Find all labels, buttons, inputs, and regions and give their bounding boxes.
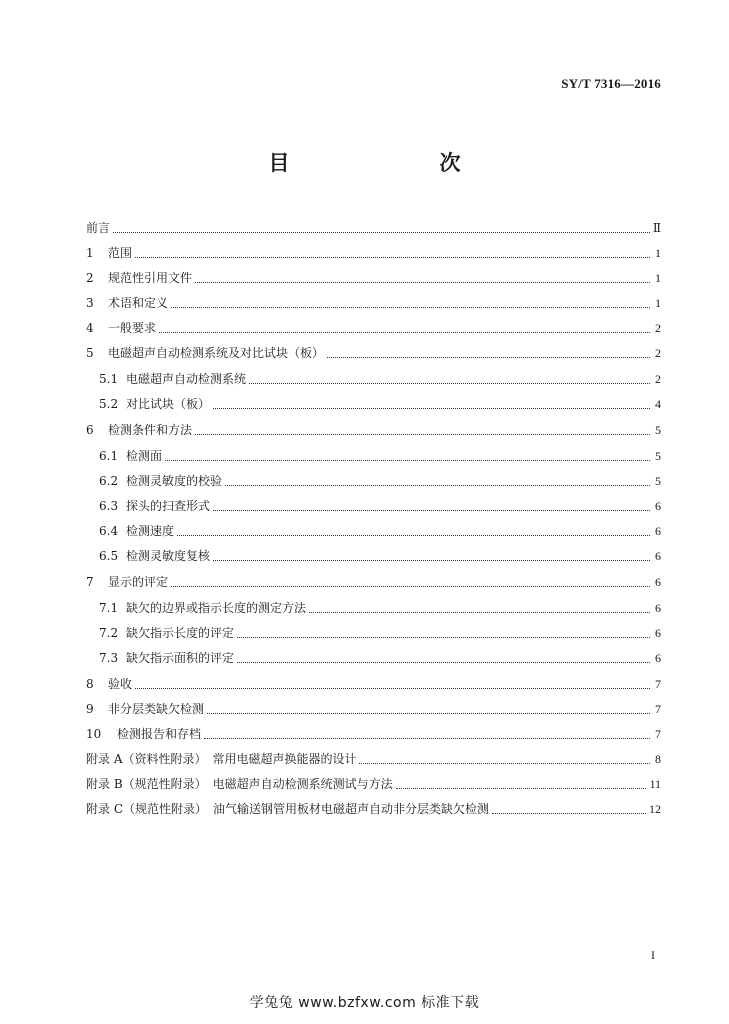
toc-entry[interactable]	[86, 749, 661, 769]
toc-entry-title: 检测报告和存档	[117, 727, 202, 741]
toc-leader-dots	[207, 713, 650, 714]
toc-entry-title: 检测面	[126, 449, 163, 463]
toc-entry-number: 5.1	[99, 372, 119, 386]
standard-code: SY/T 7316—2016	[561, 76, 661, 91]
toc-leader-dots	[237, 662, 650, 663]
toc-entry[interactable]	[86, 699, 661, 719]
toc-entry-number: 7.2	[99, 626, 119, 640]
toc-leader-dots	[237, 637, 650, 638]
toc-entry-title: 检测速度	[126, 524, 175, 538]
toc-entry-title: 术语和定义	[108, 296, 169, 310]
toc-entry[interactable]	[86, 293, 661, 313]
toc-entry-title: 检测灵敏度复核	[126, 549, 211, 563]
toc-leader-dots	[396, 788, 647, 789]
toc-entry-page: 6	[655, 651, 661, 665]
toc-entry[interactable]	[86, 496, 661, 516]
toc-leader-dots	[165, 460, 650, 461]
toc-entry[interactable]	[86, 218, 661, 238]
toc-entry[interactable]	[86, 546, 661, 566]
toc-entry-title: 显示的评定	[108, 575, 169, 589]
page-number: I	[651, 948, 655, 962]
toc-entry[interactable]	[86, 420, 661, 440]
toc-leader-dots	[195, 282, 650, 283]
toc-entry-title: 电磁超声自动检测系统	[126, 372, 247, 386]
toc-entry-title: 探头的扫查形式	[126, 499, 211, 513]
toc-entry-page: 5	[655, 449, 661, 463]
toc-entry-number: 3	[86, 296, 94, 310]
toc-leader-dots	[204, 738, 650, 739]
toc-leader-dots	[171, 586, 650, 587]
table-of-contents	[86, 218, 661, 824]
toc-entry[interactable]	[86, 394, 661, 414]
toc-entry[interactable]	[86, 724, 661, 744]
toc-entry-page: 2	[655, 321, 661, 335]
footer-watermark: 学兔兔 www.bzfxw.com 标准下载	[249, 995, 480, 1011]
toc-entry[interactable]	[86, 471, 661, 491]
toc-entry-title: 检测灵敏度的校验	[126, 474, 223, 488]
toc-entry-number: 9	[86, 702, 94, 716]
toc-leader-dots	[113, 232, 650, 233]
toc-entry-title: 缺欠指示面积的评定	[126, 651, 235, 665]
toc-entry[interactable]	[86, 572, 661, 592]
toc-entry[interactable]	[86, 243, 661, 263]
toc-entry[interactable]	[86, 623, 661, 643]
toc-entry-title: 一般要求	[108, 321, 157, 335]
toc-entry-page: 7	[655, 702, 661, 716]
toc-entry-title: 非分层类缺欠检测	[108, 702, 205, 716]
toc-entry-title: 前言	[86, 221, 111, 235]
toc-entry-title: 附录 A（资料性附录） 常用电磁超声换能器的设计	[86, 752, 357, 766]
toc-entry-number: 2	[86, 271, 94, 285]
toc-entry[interactable]	[86, 598, 661, 618]
toc-entry-number: 6.3	[99, 499, 119, 513]
toc-entry-title: 缺欠的边界或指示长度的测定方法	[126, 601, 307, 615]
toc-entry-number: 8	[86, 677, 94, 691]
toc-leader-dots	[213, 408, 650, 409]
toc-entry-number: 4	[86, 321, 94, 335]
toc-entry-page: 7	[655, 727, 661, 741]
toc-leader-dots	[135, 257, 650, 258]
toc-entry-title: 附录 C（规范性附录） 油气输送钢管用板材电磁超声自动非分层类缺欠检测	[86, 802, 489, 816]
toc-entry-page: 4	[655, 397, 661, 411]
toc-entry-page: 11	[649, 777, 661, 791]
toc-entry[interactable]	[86, 446, 661, 466]
toc-entry[interactable]	[86, 774, 661, 794]
toc-entry-page: 1	[655, 246, 661, 260]
toc-leader-dots	[249, 383, 650, 384]
toc-leader-dots	[492, 813, 646, 814]
toc-entry-number: 6.5	[99, 549, 119, 563]
toc-entry[interactable]	[86, 268, 661, 288]
toc-entry-title: 规范性引用文件	[108, 271, 193, 285]
toc-entry-title: 范围	[108, 246, 133, 260]
toc-entry[interactable]	[86, 521, 661, 541]
toc-entry-number: 7.1	[99, 601, 119, 615]
toc-entry-page: 6	[655, 549, 661, 563]
toc-entry[interactable]	[86, 799, 661, 819]
toc-entry-number: 5	[86, 346, 94, 360]
toc-entry-number: 7	[86, 575, 94, 589]
toc-entry-page: 1	[655, 296, 661, 310]
toc-entry-title: 对比试块（板）	[126, 397, 211, 411]
toc-leader-dots	[327, 357, 650, 358]
toc-entry[interactable]	[86, 648, 661, 668]
toc-entry-page: Ⅱ	[652, 221, 661, 235]
toc-entry-page: 2	[655, 372, 661, 386]
toc-leader-dots	[195, 434, 650, 435]
toc-leader-dots	[359, 763, 650, 764]
toc-entry-number: 6.1	[99, 449, 119, 463]
toc-entry[interactable]	[86, 318, 661, 338]
toc-entry-number: 10	[86, 727, 102, 741]
toc-leader-dots	[171, 307, 650, 308]
toc-entry[interactable]	[86, 369, 661, 389]
toc-entry-page: 8	[655, 752, 661, 766]
toc-entry-page: 6	[655, 524, 661, 538]
toc-entry-page: 6	[655, 499, 661, 513]
page-title: 目 次	[268, 151, 497, 175]
toc-entry-number: 6.4	[99, 524, 119, 538]
toc-entry-page: 6	[655, 601, 661, 615]
toc-entry-page: 5	[655, 474, 661, 488]
toc-entry-page: 5	[655, 423, 661, 437]
toc-entry-number: 6	[86, 423, 94, 437]
toc-entry-title: 电磁超声自动检测系统及对比试块（板）	[108, 346, 325, 360]
toc-entry-title: 检测条件和方法	[108, 423, 193, 437]
toc-entry-number: 7.3	[99, 651, 119, 665]
toc-entry-title: 附录 B（规范性附录） 电磁超声自动检测系统测试与方法	[86, 777, 393, 791]
toc-leader-dots	[213, 510, 650, 511]
toc-entry-page: 6	[655, 575, 661, 589]
toc-entry-title: 验收	[108, 677, 133, 691]
toc-leader-dots	[225, 485, 650, 486]
toc-entry-number: 5.2	[99, 397, 119, 411]
toc-leader-dots	[135, 688, 650, 689]
toc-leader-dots	[159, 332, 650, 333]
toc-entry-number: 6.2	[99, 474, 119, 488]
toc-leader-dots	[309, 612, 650, 613]
toc-entry-page: 6	[655, 626, 661, 640]
toc-entry-page: 1	[655, 271, 661, 285]
toc-entry[interactable]	[86, 343, 661, 363]
toc-entry-number: 1	[86, 246, 94, 260]
toc-entry[interactable]	[86, 674, 661, 694]
toc-entry-title: 缺欠指示长度的评定	[126, 626, 235, 640]
toc-entry-page: 2	[655, 346, 661, 360]
toc-leader-dots	[213, 560, 650, 561]
toc-entry-page: 7	[655, 677, 661, 691]
toc-leader-dots	[177, 535, 650, 536]
toc-entry-page: 12	[649, 802, 661, 816]
